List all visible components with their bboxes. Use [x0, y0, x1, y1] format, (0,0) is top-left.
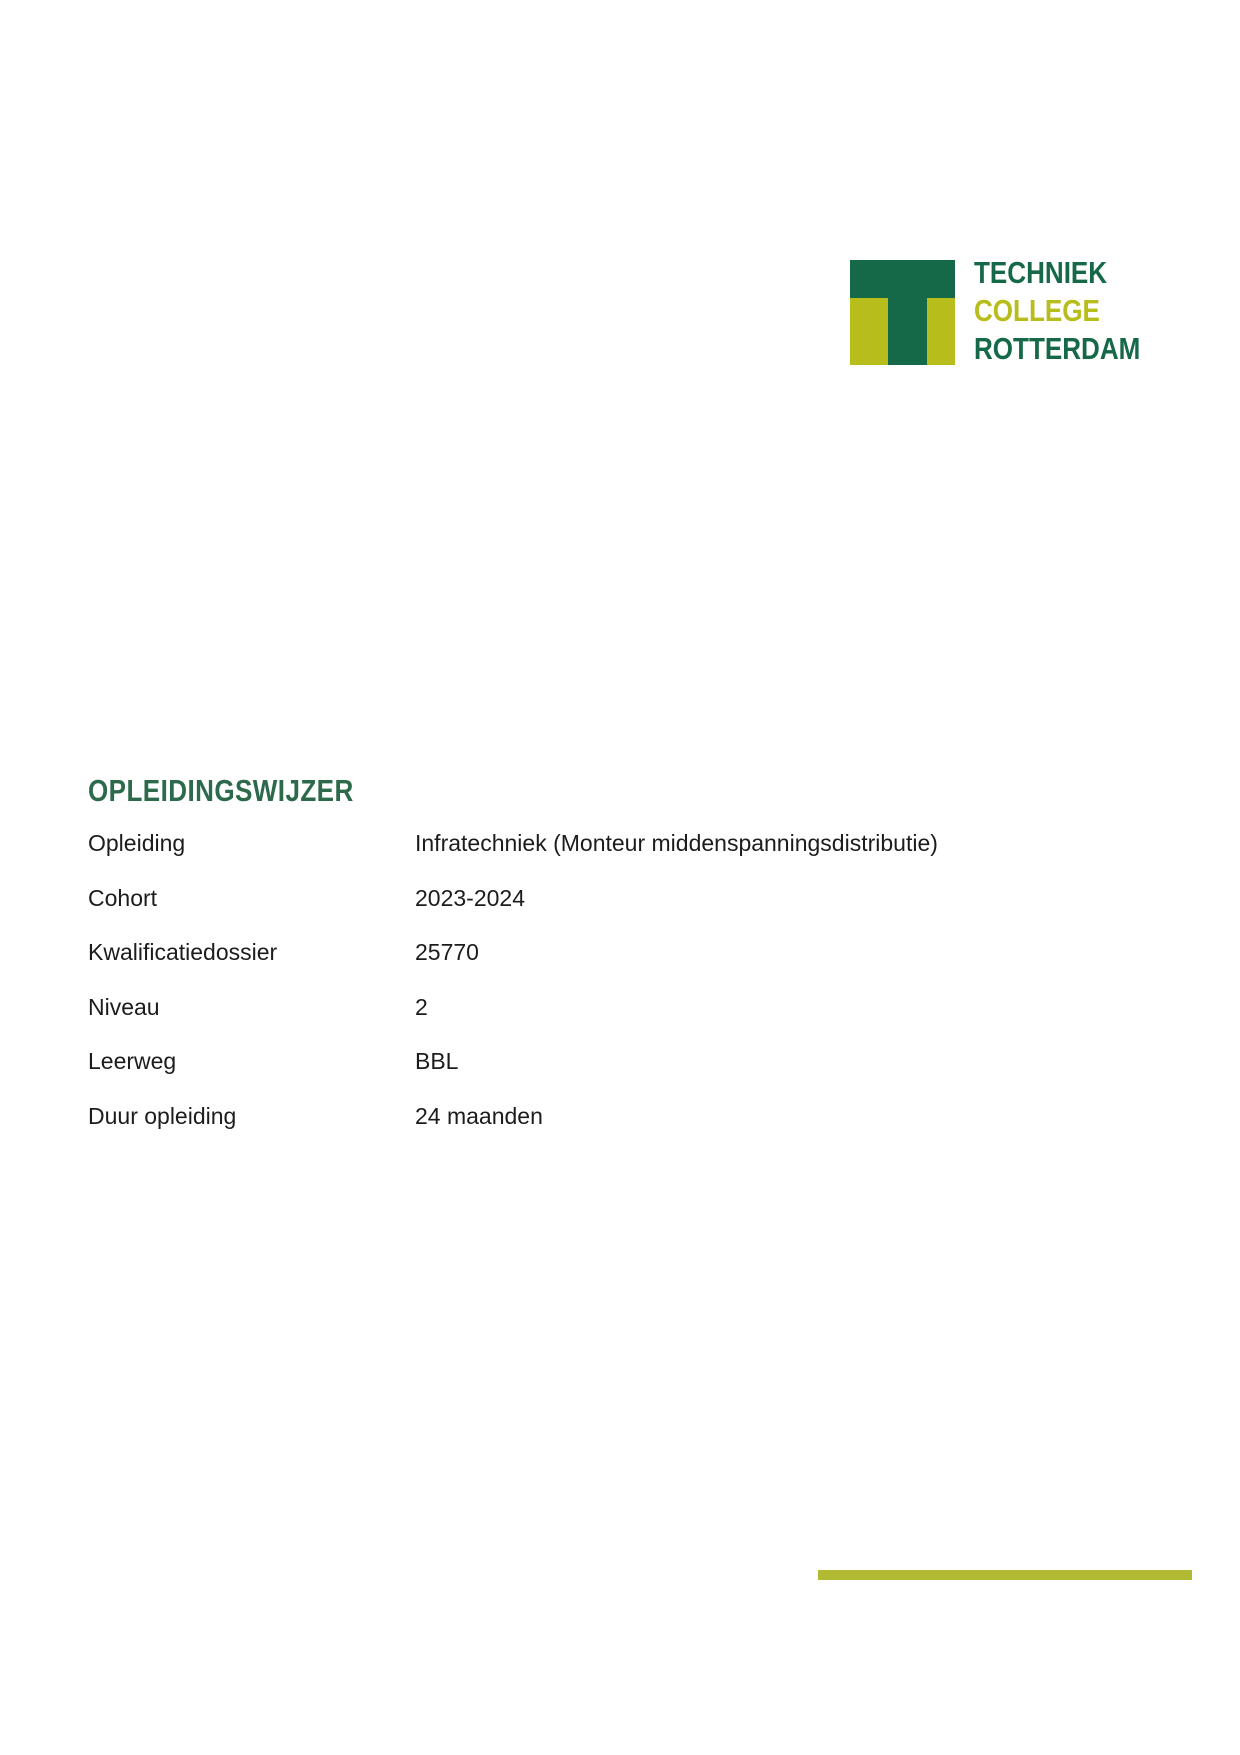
techniek-college-rotterdam-logo — [850, 255, 1172, 368]
logo-line-techniek: TECHNIEK — [974, 255, 1108, 290]
logo-t-mark-right-yellow — [927, 298, 955, 365]
logo-line-rotterdam: ROTTERDAM — [974, 331, 1141, 366]
field-value-leerweg: BBL — [415, 1048, 459, 1074]
field-label-niveau: Niveau — [88, 993, 160, 1020]
field-label-kwalificatiedossier: Kwalificatiedossier — [88, 939, 278, 965]
field-label-duur-opleiding: Duur opleiding — [88, 1102, 237, 1129]
logo-t-mark-icon — [850, 260, 955, 365]
field-value-cohort: 2023-2024 — [415, 884, 525, 911]
field-table — [88, 829, 938, 1156]
field-value-opleiding: Infratechniek (Monteur middenspanningsdistributie) — [415, 830, 938, 856]
logo-line-college: COLLEGE — [974, 293, 1100, 328]
field-value-kwalificatiedossier: 25770 — [415, 939, 479, 965]
field-label-opleiding: Opleiding — [88, 830, 186, 856]
field-value-niveau: 2 — [415, 993, 428, 1020]
logo-t-mark-bottom — [850, 298, 955, 365]
logo-t-mark-left-yellow — [850, 298, 888, 365]
field-label-cohort: Cohort — [88, 884, 158, 911]
logo-t-mark-top-bar — [850, 260, 955, 298]
logo-wordmark — [974, 254, 1172, 368]
footer-accent-bar — [818, 1570, 1192, 1580]
field-label-leerweg: Leerweg — [88, 1048, 177, 1074]
field-value-duur-opleiding: 24 maanden — [415, 1102, 543, 1129]
page-title: OPLEIDINGSWIJZER — [88, 773, 354, 808]
logo-t-mark-stem — [888, 298, 927, 365]
